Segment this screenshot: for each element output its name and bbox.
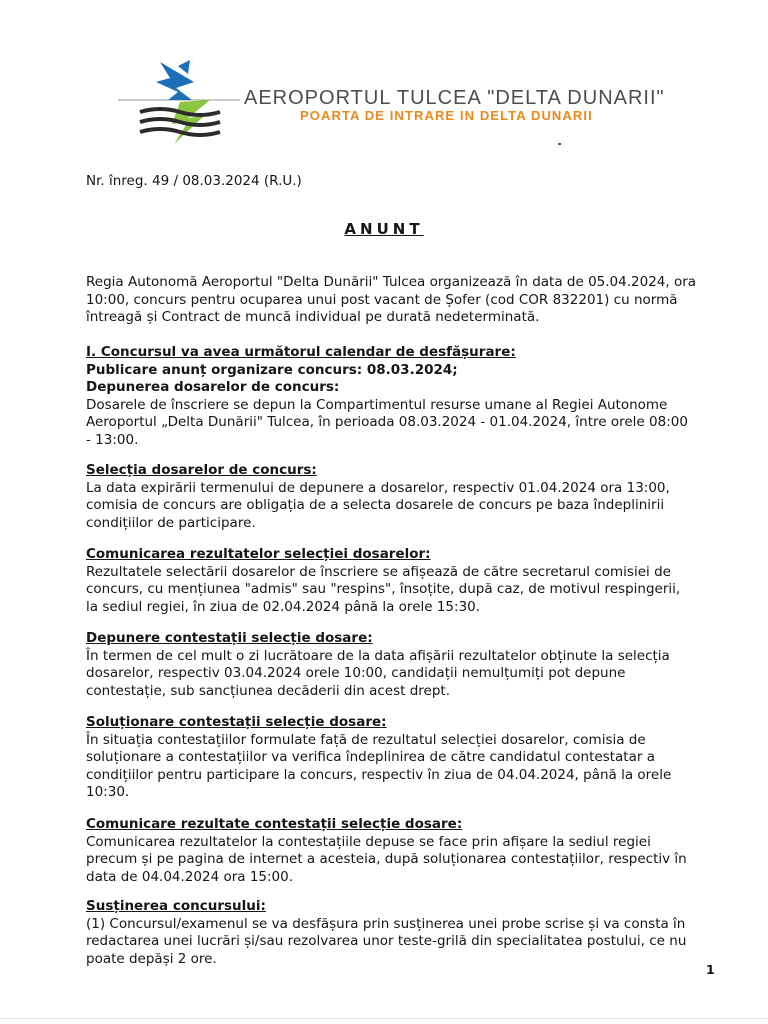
registration-number: Nr. înreg. 49 / 08.03.2024 (R.U.): [86, 173, 302, 189]
section-heading: Comunicare rezultate contestații selecție dosare:: [86, 816, 463, 832]
section-line: contestație, sub sancțiunea decăderii din acest drept.: [86, 682, 450, 699]
section-line: concurs, cu mențiunea "admis" sau "respins", însoțite, după caz, de motivul respingerii,: [86, 581, 681, 598]
section-line: precum și pe pagina de internet a acesteia, după soluționarea contestațiilor, respectiv în: [86, 851, 687, 868]
section-heading: Soluționare contestații selecție dosare:: [86, 714, 387, 730]
page-number: 1: [706, 962, 715, 977]
section-heading: Comunicarea rezultatelor selecției dosarelor:: [86, 546, 431, 562]
calendar-heading: I. Concursul va avea următorul calendar de desfășurare:: [86, 344, 516, 360]
section-appeal-resolution: [86, 714, 716, 802]
section-heading: Susținerea concursului:: [86, 898, 266, 914]
section-line: soluționare a contestațiilor va verifica îndeplinirea de către candidatul contestatar a: [86, 749, 655, 766]
section-line: condițiilor de participare.: [86, 514, 256, 531]
section-line: dosarelor, respectiv 03.04.2024 orele 10:00, candidații nemulțumiți pot depune: [86, 665, 626, 682]
section-appeal-filing: [86, 630, 716, 700]
section-appeal-results: [86, 816, 716, 886]
section-line: În situația contestațiilor formulate față de rezultatul selecției dosarelor, comisia de: [86, 731, 646, 748]
section-selection-results: [86, 546, 716, 616]
deposit-heading: Depunerea dosarelor de concurs:: [86, 379, 340, 396]
section-line: În termen de cel mult o zi lucrătoare de la data afișării rezultatelor obținute la selecția: [86, 647, 670, 664]
section-line: (1) Concursul/examenul se va desfășura prin susținerea unei probe scrise și va consta în: [86, 915, 686, 932]
section-line: la sediul regiei, în ziua de 02.04.2024 până la orele 15:30.: [86, 598, 481, 615]
section-exam: [86, 898, 716, 968]
section-line: Rezultatele selectării dosarelor de înscriere se afișează de către secretarul comisiei de: [86, 563, 671, 580]
publication-date: Publicare anunț organizare concurs: 08.03.2024;: [86, 361, 458, 378]
intro-line: Regia Autonomă Aeroportul "Delta Dunării" Tulcea organizează în data de 05.04.2024, ora: [86, 274, 697, 290]
organization-tagline: POARTA DE INTRARE IN DELTA DUNARII: [300, 108, 593, 123]
deposit-line: Aeroportul „Delta Dunării" Tulcea, în perioada 08.03.2024 - 01.04.2024, între orele 08:00: [86, 414, 688, 431]
page-edge: [0, 1018, 768, 1019]
intro-paragraph: [86, 274, 716, 327]
scan-speck: [558, 143, 561, 145]
section-heading: Selecția dosarelor de concurs:: [86, 462, 317, 478]
section-line: comisia de concurs are obligația de a selecta dosarele de concurs pe baza îndeplinirii: [86, 497, 665, 514]
intro-line: 10:00, concurs pentru ocuparea unui post vacant de Șofer (cod COR 832201) cu normă: [86, 291, 678, 308]
section-heading: Depunere contestații selecție dosare:: [86, 630, 373, 646]
section-line: Comunicarea rezultatelor la contestațiile depuse se face prin afișare la sediul regiei: [86, 833, 651, 850]
document-title: ANUNT: [344, 220, 424, 238]
organization-name: AEROPORTUL TULCEA "DELTA DUNARII": [244, 87, 665, 109]
section-line: condițiilor pentru participare la concurs, respectiv în ziua de 04.04.2024, până la orele: [86, 766, 672, 783]
deposit-line: - 13:00.: [86, 431, 139, 448]
deposit-line: Dosarele de înscriere se depun la Compartimentul resurse umane al Regiei Autonome: [86, 396, 668, 413]
section-line: data de 04.04.2024 ora 15:00.: [86, 868, 294, 885]
calendar-block: [86, 344, 716, 450]
section-line: 10:30.: [86, 784, 130, 801]
section-line: redactarea unei lucrări și/sau rezolvarea unor teste-grilă din specialitatea postului, ce nu: [86, 933, 687, 950]
section-line: poate depăși 2 ore.: [86, 950, 217, 967]
section-file-selection: [86, 462, 716, 532]
intro-line: întreagă și Contract de muncă individual pe durată nedeterminată.: [86, 309, 540, 326]
airport-delta-logo-icon: [118, 52, 240, 148]
section-line: La data expirării termenului de depunere a dosarelor, respectiv 01.04.2024 ora 13:00,: [86, 479, 670, 496]
